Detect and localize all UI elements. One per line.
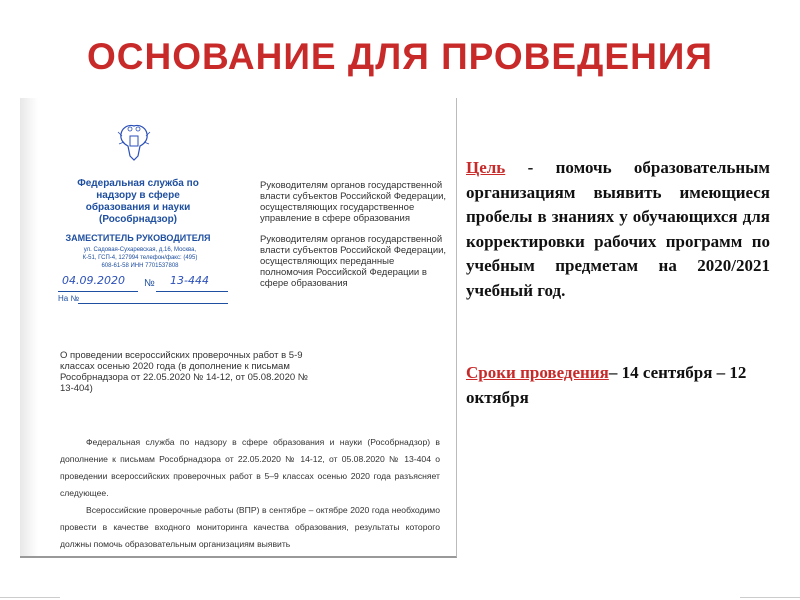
letter-subject: О проведении всероссийских проверочных работ в 5-9 классах осенью 2020 года (в дополнение к письмам Рособрнадзора от 22.05.2020 № 14-12, от 05.08.2020 № 13-404)	[60, 350, 308, 394]
reference-label: На №	[58, 294, 80, 303]
addressee-1: Руководителям органов государственной власти субъектов Российской Федерации, осуществляющих государственное управление в сфере образования	[260, 180, 447, 224]
goal-paragraph	[466, 156, 770, 303]
handwritten-number: 13-444	[170, 274, 209, 287]
number-underline	[156, 291, 228, 292]
deputy-title: ЗАМЕСТИТЕЛЬ РУКОВОДИТЕЛЯ	[65, 233, 211, 243]
term-paragraph	[466, 361, 770, 410]
body-paragraph-2: Всероссийские проверочные работы (ВПР) в сентябре – октябре 2020 года необходимо провести в качестве входного мониторинга качества образования, результаты которого должны помочь образовательным организациям выявить	[60, 505, 440, 549]
number-sign: №	[144, 278, 155, 289]
addressee-2: Руководителям органов государственной власти субъектов Российской Федерации, осуществляющих переданные полномочия Российской Федерации в сфере образования	[260, 234, 447, 289]
sender-address: ул. Садовая-Сухаревская, д.16, Москва, К-51, ГСП-4, 127994 телефон/факс: (495) 608-61-58 ИНН 7701537808	[82, 247, 198, 269]
body-paragraph-1: Федеральная служба по надзору в сфере образования и науки (Рособрнадзор) в дополнение к письмам Рособрнадзора от 22.05.2020 № 14-12, от 05.08.2020 № 13-404 о проведении всероссийских проверочных работ в 5–9 классах осенью 2020 года разъясняет следующее.	[60, 437, 440, 498]
term-text: – 14 сентября – 12 октября	[466, 363, 747, 407]
coat-of-arms-icon	[116, 122, 152, 162]
addressees-block	[260, 180, 450, 299]
bottom-left-decoration	[0, 597, 60, 598]
reference-row	[58, 294, 228, 306]
slide-title: ОСНОВАНИЕ ДЛЯ ПРОВЕДЕНИЯ	[87, 36, 713, 77]
bottom-right-decoration	[740, 597, 800, 598]
term-label: Сроки проведения	[466, 363, 609, 382]
info-panel	[466, 156, 770, 410]
reference-underline	[78, 303, 228, 304]
date-number-row	[58, 274, 228, 292]
scan-shadow	[20, 98, 38, 556]
date-underline	[58, 291, 138, 292]
sender-name: Федеральная служба по надзору в сфере образования и науки (Рособрнадзор)	[77, 178, 199, 225]
goal-label: Цель	[466, 158, 506, 177]
scanned-letter	[20, 98, 457, 558]
handwritten-date: 04.09.2020	[62, 274, 125, 287]
letter-body	[60, 434, 440, 553]
goal-text: - помочь образовательным организациям выявить имеющиеся пробелы в знаниях у обучающихся для корректировки рабочих программ по учебным предметам на 2020/2021 учебный год.	[466, 158, 770, 300]
